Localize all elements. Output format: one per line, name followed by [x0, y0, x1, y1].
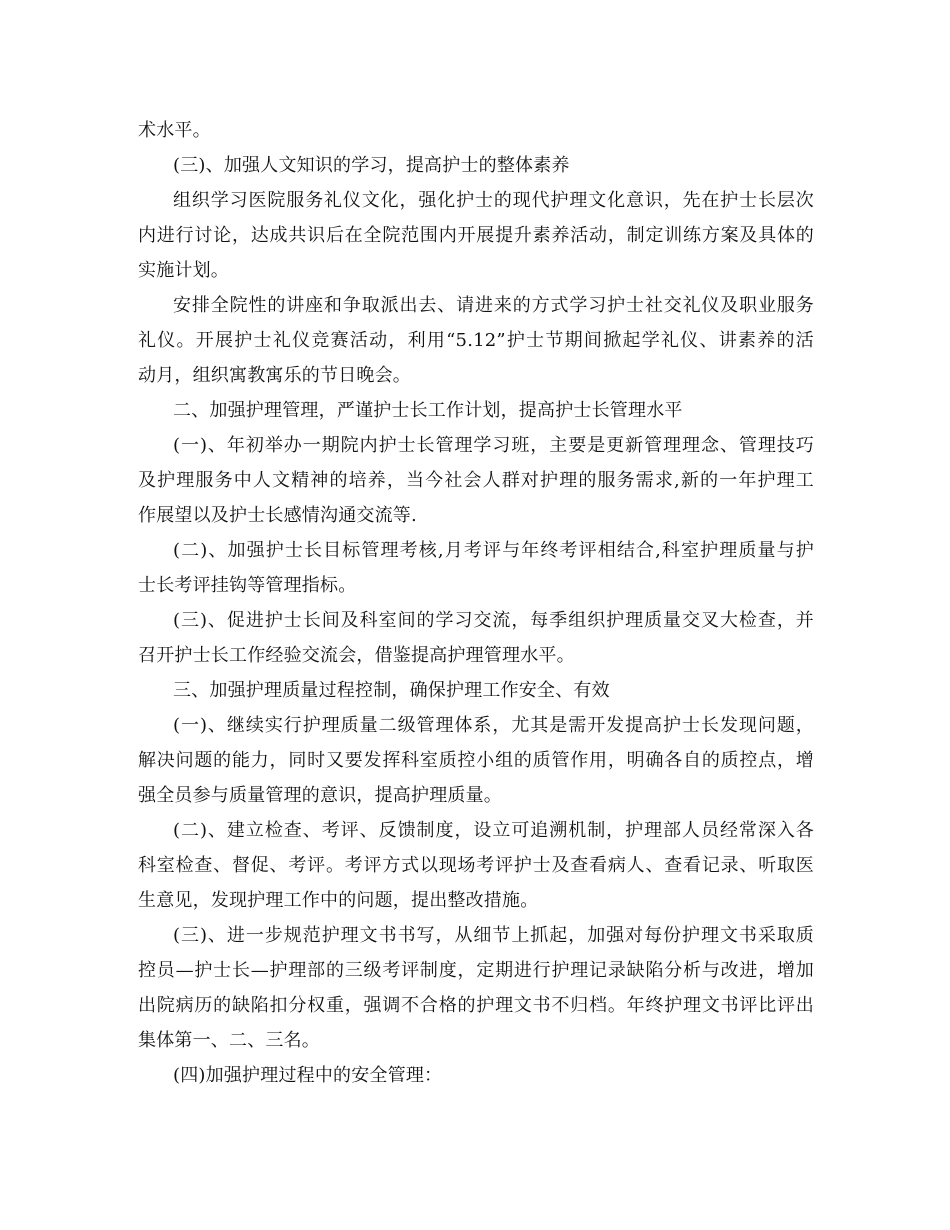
- text-line: 集体第一、二、三名。: [138, 1030, 320, 1051]
- text-line: (四)加强护理过程中的安全管理：: [173, 1065, 443, 1086]
- text-line: (二)、建立检查、考评、反馈制度，设立可追溯机制，护理部人员经常深入各: [173, 820, 814, 841]
- text-line: 三、加强护理质量过程控制，确保护理工作安全、有效: [173, 680, 610, 701]
- text-line: 士长考评挂钩等管理指标。: [138, 575, 357, 596]
- text-line: 动月，组织寓教寓乐的节日晚会。: [138, 365, 411, 386]
- text-line: 礼仪。开展护士礼仪竞赛活动，利用“5.12”护士节期间掀起学礼仪、讲素养的活: [138, 330, 814, 351]
- text-line: (三)、进一步规范护理文书书写，从细节上抓起，加强对每份护理文书采取质: [173, 925, 814, 946]
- text-line: 组织学习医院服务礼仪文化，强化护士的现代护理文化意识，先在护士长层次: [173, 190, 814, 211]
- text-line: 安排全院性的讲座和争取派出去、请进来的方式学习护士社交礼仪及职业服务: [173, 295, 814, 316]
- text-line: 科室检查、督促、考评。考评方式以现场考评护士及查看病人、查看记录、听取医: [138, 855, 814, 876]
- text-line: (一)、年初举办一期院内护士长管理学习班，主要是更新管理理念、管理技巧: [173, 435, 814, 456]
- text-line: (三)、促进护士长间及科室间的学习交流，每季组织护理质量交叉大检查，并: [173, 610, 814, 631]
- text-line: 强全员参与质量管理的意识，提高护理质量。: [138, 785, 502, 806]
- document-body: [138, 113, 814, 1093]
- text-line: 解决问题的能力，同时又要发挥科室质控小组的质管作用，明确各自的质控点，增: [138, 750, 814, 771]
- text-line: 召开护士长工作经验交流会，借鉴提高护理管理水平。: [138, 645, 575, 666]
- text-line: (一)、继续实行护理质量二级管理体系，尤其是需开发提高护士长发现问题，: [173, 715, 814, 736]
- text-line: (二)、加强护士长目标管理考核,月考评与年终考评相结合,科室护理质量与护: [173, 540, 814, 561]
- text-line: 作展望以及护士长感情沟通交流等.: [138, 505, 417, 526]
- text-line: 实施计划。: [138, 260, 229, 281]
- text-line: 术水平。: [138, 120, 211, 141]
- text-line: 控员—护士长—护理部的三级考评制度，定期进行护理记录缺陷分析与改进，增加: [138, 960, 814, 981]
- text-line: 二、加强护理管理，严谨护士长工作计划，提高护士长管理水平: [173, 400, 683, 421]
- text-line: 及护理服务中人文精神的培养，当今社会人群对护理的服务需求,新的一年护理工: [138, 470, 814, 491]
- text-line: 内进行讨论，达成共识后在全院范围内开展提升素养活动，制定训练方案及具体的: [138, 225, 814, 246]
- text-line: 出院病历的缺陷扣分权重，强调不合格的护理文书不归档。年终护理文书评比评出: [138, 995, 814, 1016]
- text-line: 生意见，发现护理工作中的问题，提出整改措施。: [138, 890, 539, 911]
- text-line: (三)、加强人文知识的学习，提高护士的整体素养: [173, 155, 570, 176]
